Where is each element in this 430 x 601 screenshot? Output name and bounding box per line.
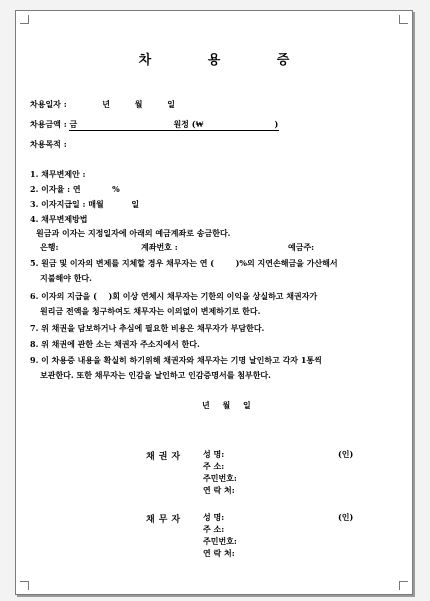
item-6-text-a: 6. 이자의 지급을 ( — [30, 291, 97, 301]
item-4: 4. 채무변제방법 — [30, 214, 88, 224]
document-date: 년 월 일 — [202, 400, 251, 410]
borrow-date-label: 차용일자 : — [30, 99, 67, 109]
item-5 — [30, 258, 338, 269]
document-title: 차 용 증 — [138, 53, 316, 68]
amount-close: ) — [274, 119, 279, 129]
amount-row — [30, 119, 279, 131]
debtor-contact-label: 연 락 처: — [203, 548, 235, 558]
debtor-seal: (인) — [338, 512, 354, 522]
creditor-name-label: 성 명: — [203, 449, 225, 459]
item-9-cont: 보관한다. 또한 채무자는 인감을 날인하고 인감증명서를 첨부한다. — [40, 370, 271, 380]
percent-sign: % — [112, 184, 120, 194]
creditor-id-label: 주민번호: — [203, 473, 237, 483]
amount-field — [69, 119, 279, 131]
item-5-text-a: 5. 원금 및 이자의 변제를 지체할 경우 채무자는 연 ( — [30, 258, 215, 268]
purpose-row — [30, 139, 67, 150]
item-6 — [30, 291, 317, 302]
creditor-contact-label: 연 락 처: — [203, 485, 235, 495]
item-5-text-b: )%의 지연손해금을 가산해서 — [235, 258, 338, 268]
account-label: 계좌번호 : — [141, 242, 178, 252]
item-7: 7. 위 채권을 담보하거나 추심에 필요한 비용은 채무자가 부담한다. — [30, 323, 265, 333]
payment-day-label: 3. 이자지급일 : 매월 — [30, 199, 104, 209]
item-6-cont: 원리금 전액을 청구하여도 채무자는 이의없이 변제하기로 한다. — [40, 306, 261, 316]
item-6-text-b: )회 이상 연체시 채무자는 기한의 이익을 상실하고 채권자가 — [108, 291, 318, 301]
creditor-role: 채권자 — [146, 452, 185, 462]
item-2 — [30, 184, 120, 195]
item-1: 1. 채무변제안 : — [30, 169, 86, 179]
holder-label: 예금주: — [288, 242, 315, 252]
amount-prefix: 금 — [69, 119, 78, 129]
item-3 — [30, 199, 139, 210]
bank-label: 은행: — [40, 242, 59, 252]
borrow-date-row — [30, 99, 175, 110]
debtor-address-label: 주 소: — [203, 524, 225, 534]
item-4-desc: 원금과 이자는 지정일자에 아래의 예금계좌로 송금한다. — [36, 228, 231, 238]
document-content — [16, 11, 412, 594]
document-page — [15, 10, 413, 595]
item-8: 8. 위 채권에 관한 소는 채권자 주소지에서 한다. — [30, 339, 200, 349]
borrow-date-value: 년 월 일 — [102, 99, 176, 109]
debtor-role: 채무자 — [146, 515, 185, 525]
interest-rate-label: 2. 이자율 : 연 — [30, 184, 81, 194]
payment-day-unit: 일 — [131, 199, 140, 209]
item-9: 9. 이 차용증 내용을 확실히 하기위해 채권자와 채무자는 기명 날인하고 각자 1통씩 — [30, 355, 322, 365]
debtor-id-label: 주민번호: — [203, 536, 237, 546]
item-5-cont: 지불해야 한다. — [40, 273, 92, 283]
creditor-address-label: 주 소: — [203, 461, 225, 471]
debtor-name-label: 성 명: — [203, 512, 225, 522]
amount-won: 원정 (₩ — [173, 119, 204, 129]
purpose-label: 차용목적 : — [30, 139, 67, 149]
amount-label: 차용금액 : — [30, 119, 67, 129]
creditor-seal: (인) — [338, 449, 354, 459]
